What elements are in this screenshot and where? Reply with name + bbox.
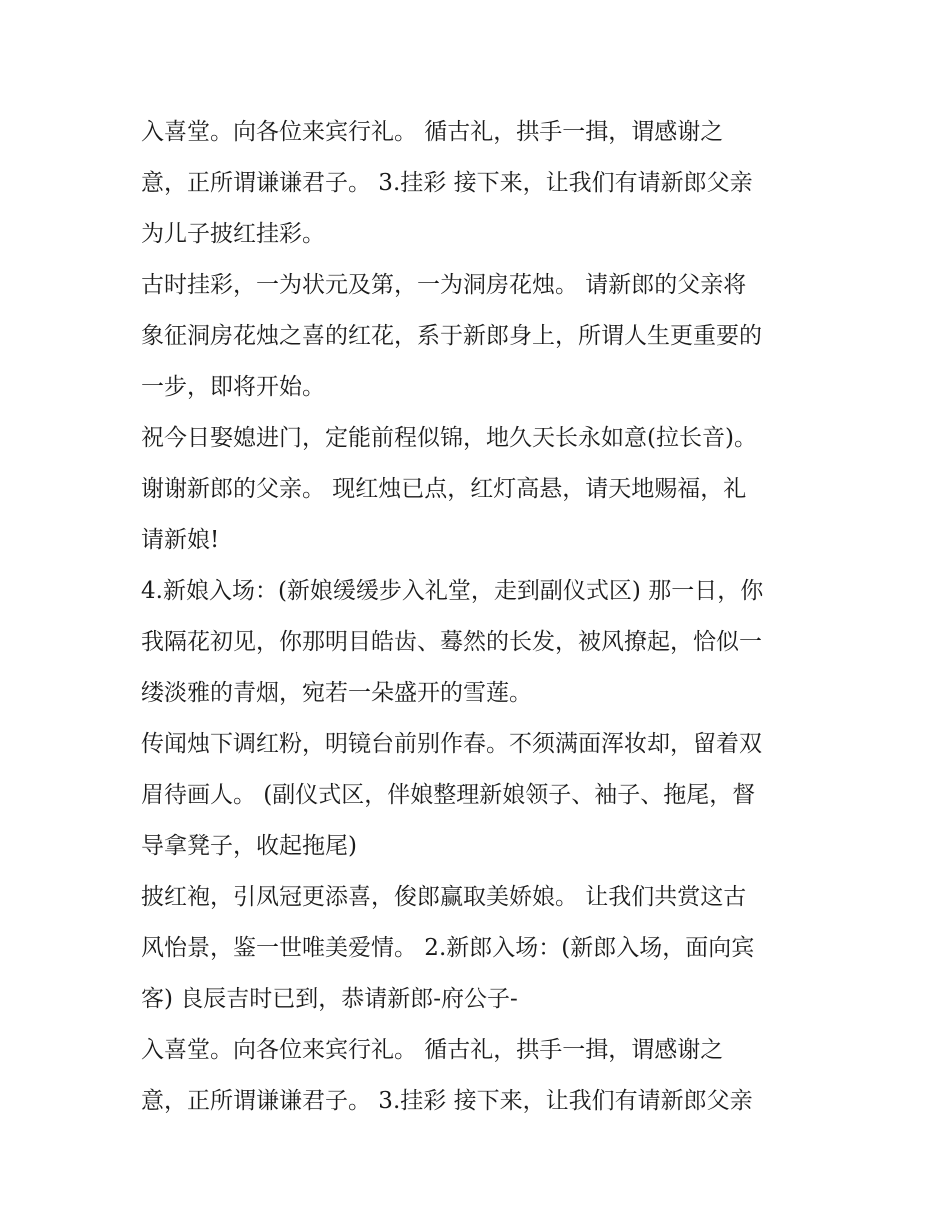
text-line: 祝今日娶媳进门，定能前程似锦，地久天长永如意(拉长音)。 bbox=[141, 425, 757, 451]
text-line: 一步，即将开始。 bbox=[141, 374, 325, 400]
text-line: 意，正所谓谦谦君子。 3.挂彩 接下来，让我们有请新郎父亲 bbox=[141, 170, 753, 196]
text-line: 我隔花初见，你那明目皓齿、蓦然的长发，被风撩起，恰似一 bbox=[141, 629, 762, 655]
text-line: 谢谢新郎的父亲。 现红烛已点，红灯高悬，请天地赐福，礼 bbox=[141, 476, 747, 502]
text-line: 导拿凳子，收起拖尾) bbox=[141, 833, 357, 859]
text-line: 4.新娘入场：(新娘缓缓步入礼堂，走到副仪式区) 那一日，你 bbox=[141, 578, 764, 604]
text-line: 入喜堂。向各位来宾行礼。 循古礼，拱手一揖，谓感谢之 bbox=[141, 119, 724, 145]
text-line: 披红袍，引凤冠更添喜，俊郎赢取美娇娘。 让我们共赏这古 bbox=[141, 884, 747, 910]
text-line: 眉待画人。 (副仪式区，伴娘整理新娘领子、袖子、拖尾，督 bbox=[141, 782, 756, 808]
text-line: 客) 良辰吉时已到，恭请新郎-府公子- bbox=[141, 986, 518, 1012]
text-line: 风怡景，鉴一世唯美爱情。 2.新郎入场：(新郎入场，面向宾 bbox=[141, 935, 755, 961]
text-line: 象征洞房花烛之喜的红花，系于新郎身上，所谓人生更重要的 bbox=[141, 323, 762, 349]
text-line: 传闻烛下调红粉，明镜台前别作春。不须满面浑妆却，留着双 bbox=[141, 731, 762, 757]
text-line: 请新娘! bbox=[141, 527, 220, 553]
text-line: 缕淡雅的青烟，宛若一朵盛开的雪莲。 bbox=[141, 680, 532, 706]
text-line: 入喜堂。向各位来宾行礼。 循古礼，拱手一揖，谓感谢之 bbox=[141, 1037, 724, 1063]
text-line: 古时挂彩，一为状元及第，一为洞房花烛。 请新郎的父亲将 bbox=[141, 272, 747, 298]
document-body bbox=[141, 107, 821, 1127]
text-line: 意，正所谓谦谦君子。 3.挂彩 接下来，让我们有请新郎父亲 bbox=[141, 1088, 753, 1114]
text-line: 为儿子披红挂彩。 bbox=[141, 221, 325, 247]
